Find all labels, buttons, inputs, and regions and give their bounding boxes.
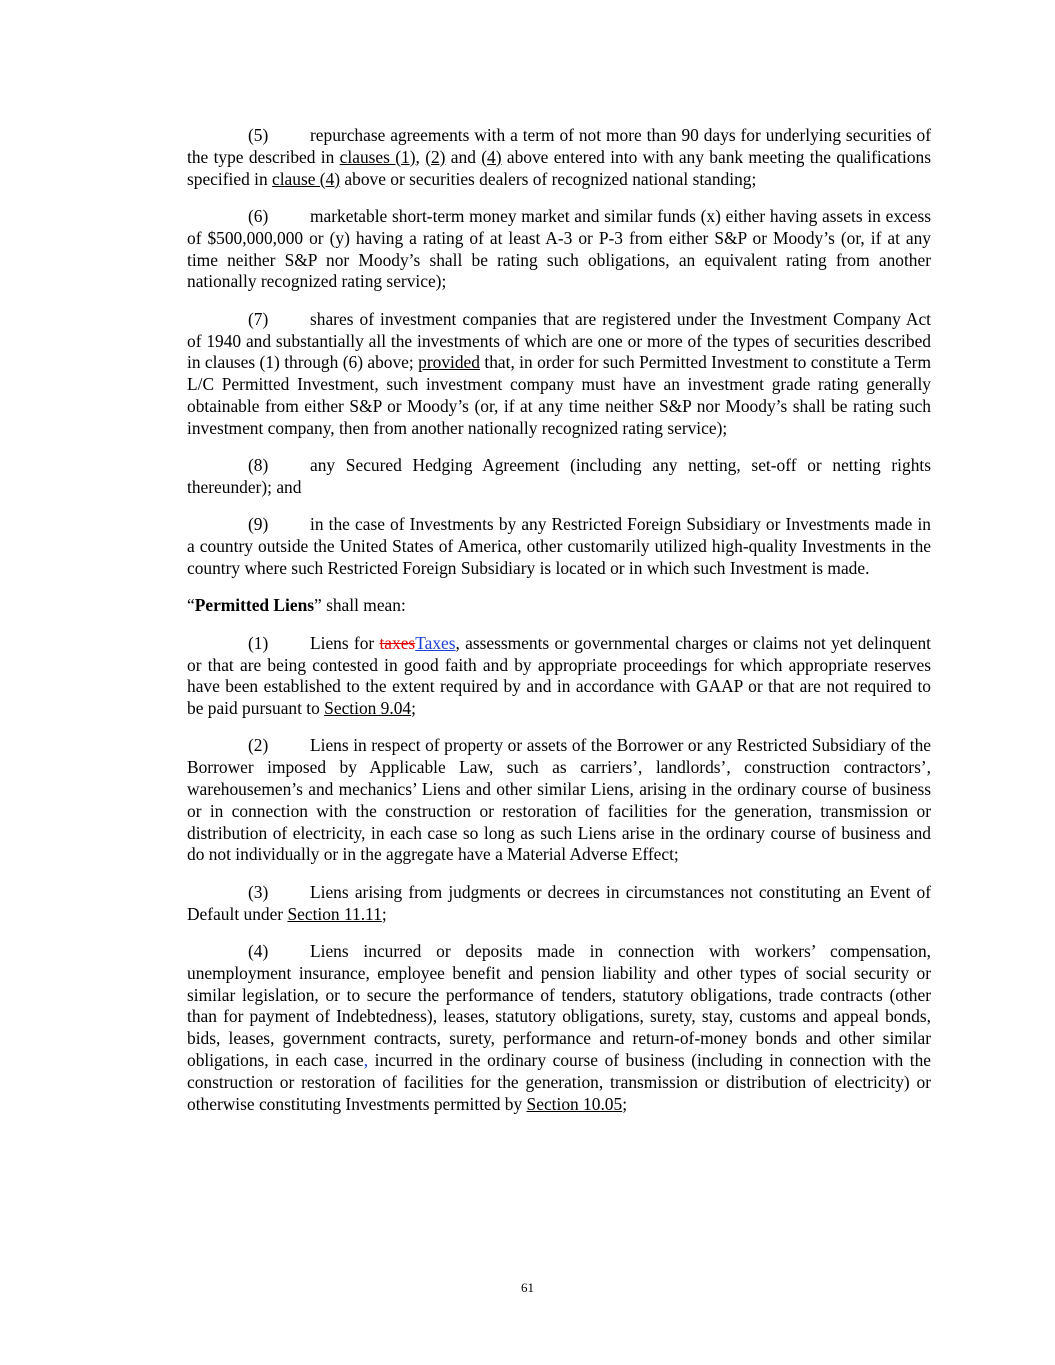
item-number: (9) [248, 514, 269, 535]
cross-reference: clauses (1) [339, 146, 416, 167]
deleted-text: taxes [379, 632, 416, 653]
investment-item-7: (7) shares of investment companies that are registered under the Investment Company Act of 1940 and substantially all the investments of which are one or more of the types of securities described in clauses (1) through (6) above; provided that, in order for such Permitted Investment to constitute a Term L/C Permitted Investment, such investment company must have an investment grade rating generally obtainable from either S&P or Moody’s (or, if at any time neither S&P nor Moody’s shall be rating such investment company, then from another nationally recognized rating service); [187, 308, 932, 438]
inserted-comma: , [363, 1050, 369, 1071]
item-number: (1) [248, 632, 269, 653]
cross-reference: clause (4) [272, 168, 341, 189]
item-number: (2) [248, 735, 269, 756]
page-number: 61 [521, 1280, 534, 1295]
cross-reference: Section 10.05 [526, 1093, 623, 1114]
item-number: (5) [248, 125, 269, 145]
cross-reference: (4) [481, 146, 502, 167]
item-number: (7) [248, 308, 269, 329]
investment-item-9: (9) in the case of Investments by any Restricted Foreign Subsidiary or Investments made in a country outside the United States of America, other customarily utilized high-quality Investments in the country where such Restricted Foreign Subsidiary is located or in which such Investment is made. [187, 514, 931, 578]
inserted-text: Taxes [415, 632, 456, 653]
lien-item-3: (3) Liens arising from judgments or decrees in circumstances not constituting an Event of Default under Section 11.11; [187, 881, 931, 924]
item-number: (6) [248, 205, 269, 226]
item-number: (8) [248, 455, 269, 476]
investment-item-8: (8) any Secured Hedging Agreement (including any netting, set-off or netting rights thereunder); and [187, 455, 931, 497]
permitted-liens-definition: “Permitted Liens” shall mean: [187, 595, 406, 616]
cross-reference: (2) [425, 146, 446, 167]
lien-item-4: (4) Liens incurred or deposits made in connection with workers’ compensation, unemployment insurance, employee benefit and pension liability and other types of social security or similar legislation, or to secure the performance of tenders, statutory obligations, trade contracts (other than for payment of Indebtedness), leases, statutory obligations, surety, stay, customs and appeal bonds, bids, leases, government contracts, surety, performance and return-of-money bonds and other similar obligations, in each case, incurred in the ordinary course of business (including in connection with the construction or restoration of facilities for the generation, transmission or distribution of electricity) or otherwise constituting Investments permitted by Section 10.05; [187, 941, 932, 1114]
defined-term: Permitted Liens [194, 595, 315, 616]
lien-item-2: (2) Liens in respect of property or assets of the Borrower or any Restricted Subsidiary of the Borrower imposed by Applicable Law, such as carriers’, landlords’, construction contractors’, warehousemen’s and mechanics’ Liens and other similar Liens, arising in the ordinary course of business or in connection with the construction or restoration of facilities for the generation, transmission or distribution of electricity, in each case so long as such Liens arise in the ordinary course of business and do not individually or in the aggregate have a Material Adverse Effect; [187, 735, 931, 865]
document-body [187, 125, 931, 1131]
item-number: (4) [248, 941, 269, 962]
provided-term: provided [418, 352, 480, 373]
investment-item-6: (6) marketable short-term money market and similar funds (x) either having assets in excess of $500,000,000 or (y) having a rating of at least A-3 or P-3 from either S&P or Moody’s (or, if at any time neither S&P nor Moody’s shall be rating such obligations, an equivalent rating from another nationally recognized rating service); [187, 205, 931, 292]
cross-reference: Section 9.04 [324, 698, 412, 719]
lien-item-1: (1) Liens for taxesTaxes, assessments or governmental charges or claims not yet delinquent or that are being contested in good faith and by appropriate proceedings for which appropriate reserves have been established to the extent required by and in accordance with GAAP or that are not required to be paid pursuant to Section 9.04; [187, 632, 931, 719]
cross-reference: Section 11.11 [287, 903, 382, 924]
investment-item-5: (5) repurchase agreements with a term of not more than 90 days for underlying securities of the type described in clauses (1), (2) and (4) above entered into with any bank meeting the qualifications specified in clause (4) above or securities dealers of recognized national standing; [187, 125, 931, 189]
item-number: (3) [248, 881, 269, 902]
